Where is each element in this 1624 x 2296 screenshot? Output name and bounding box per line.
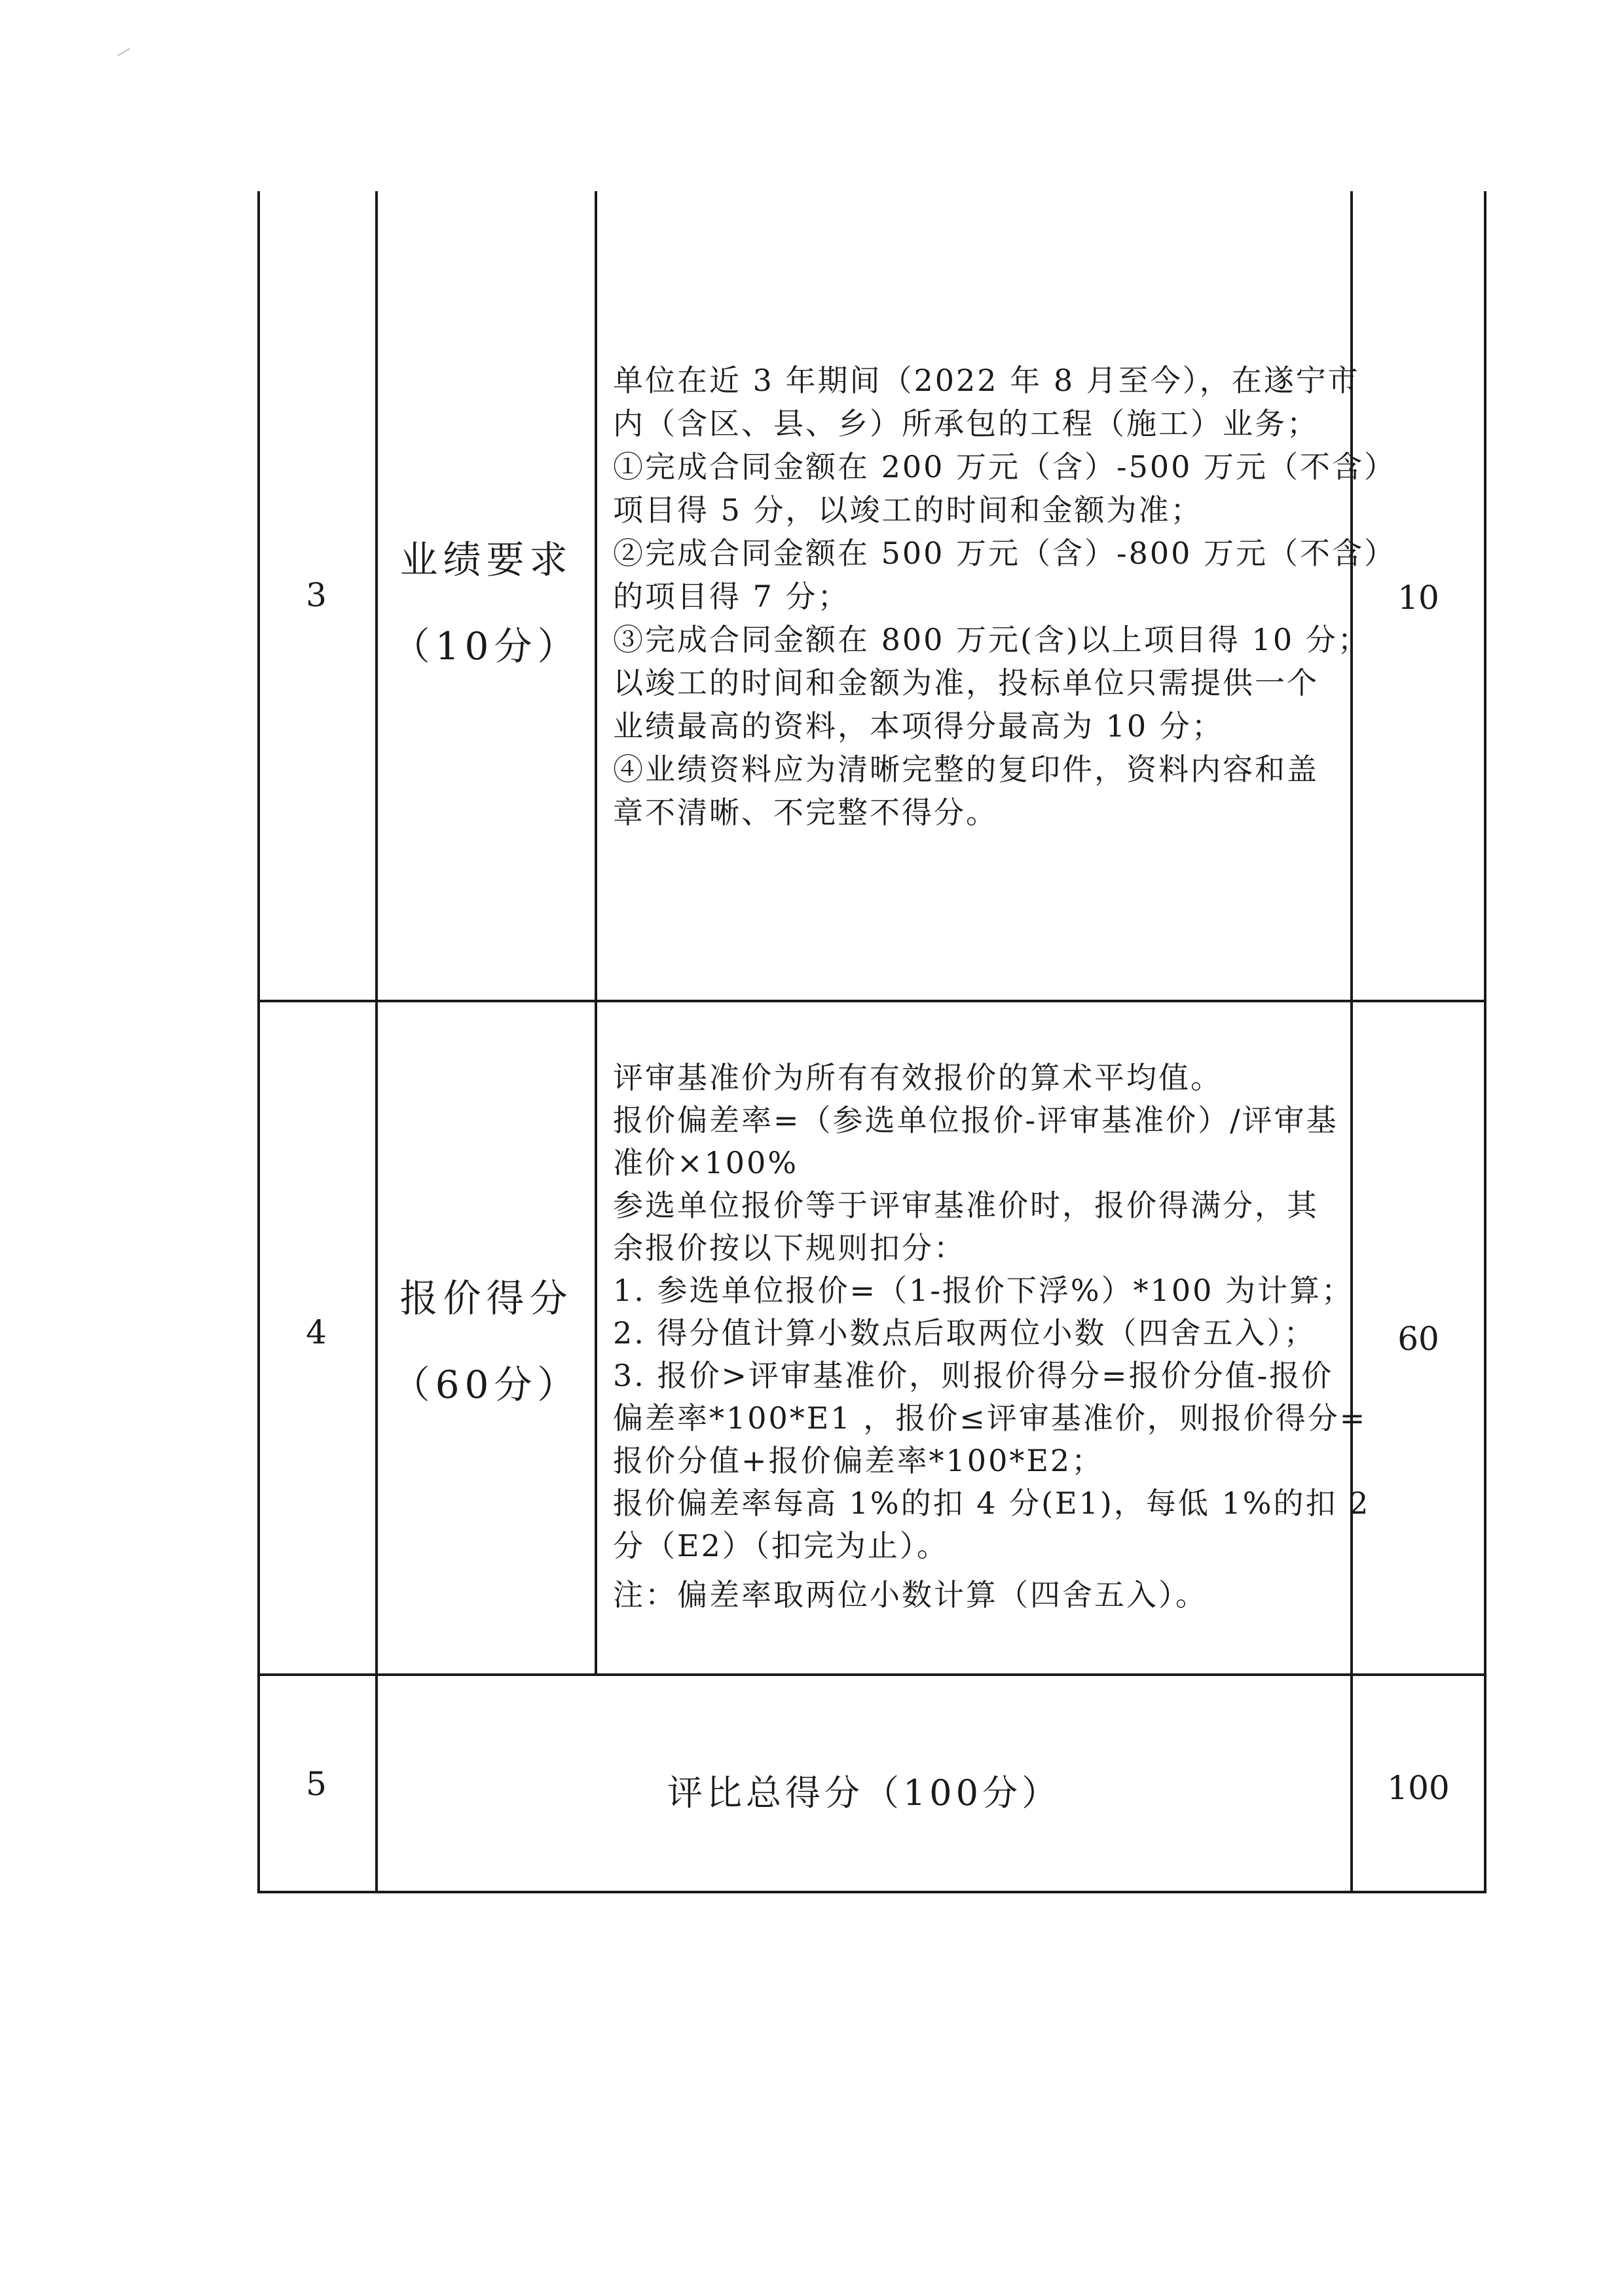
row-score: 10 <box>1397 579 1439 617</box>
row-category-points: （10分） <box>392 624 581 668</box>
criteria-line: 1. 参选单位报价=（1-报价下浮%）*100 为计算； <box>613 1273 1354 1308</box>
criteria-line: 偏差率*100*E1 ，报价≤评审基准价，则报价得分= <box>613 1400 1367 1436</box>
row-category: 报价得分 <box>399 1276 573 1321</box>
criteria-line: ③完成合同金额在 800 万元(含)以上项目得 10 分； <box>613 622 1370 657</box>
criteria-line: ②完成合同金额在 500 万元（含）-800 万元（不含） <box>613 536 1397 571</box>
row-criteria <box>613 359 1396 834</box>
total-label: 评比总得分（100分） <box>667 1772 1061 1813</box>
criteria-line: 报价偏差率每高 1%的扣 4 分(E1)，每低 1%的扣 2 <box>613 1485 1371 1521</box>
row-category-points: （60分） <box>392 1362 581 1407</box>
criteria-line: 章不清晰、不完整不得分。 <box>613 795 998 830</box>
table-border-right <box>1484 191 1486 1892</box>
row-category: 业绩要求 <box>399 538 573 582</box>
total-score: 100 <box>1387 1769 1450 1807</box>
criteria-line: 的项目得 7 分； <box>613 579 850 614</box>
criteria-line: 注：偏差率取两位小数计算（四舍五入）。 <box>613 1577 1208 1613</box>
row-index: 5 <box>306 1765 327 1803</box>
criteria-line: 评审基准价为所有有效报价的算术平均值。 <box>613 1060 1223 1095</box>
row-divider-3-4 <box>257 1000 1486 1002</box>
table-divider-index <box>375 191 378 1892</box>
row-divider-4-5 <box>257 1673 1486 1676</box>
criteria-line: ①完成合同金额在 200 万元（含）-500 万元（不含） <box>613 449 1397 484</box>
row-index: 4 <box>306 1313 327 1351</box>
row-index: 3 <box>306 576 327 614</box>
row-criteria <box>613 1057 1370 1616</box>
criteria-line: 2. 得分值计算小数点后取两位小数（四舍五入）； <box>613 1315 1316 1351</box>
criteria-line: 单位在近 3 年期间（2022 年 8 月至今），在遂宁市 <box>613 363 1360 398</box>
criteria-line: 参选单位报价等于评审基准价时，报价得满分，其 <box>613 1188 1319 1223</box>
table-border-bottom <box>257 1891 1486 1893</box>
table-divider-category <box>595 191 597 1673</box>
criteria-line: 内（含区、县、乡）所承包的工程（施工）业务； <box>613 406 1319 441</box>
criteria-line: 报价偏差率=（参选单位报价-评审基准价）/评审基 <box>613 1102 1338 1138</box>
criteria-line: 项目得 5 分，以竣工的时间和金额为准； <box>613 492 1203 528</box>
criteria-line: 分（E2）（扣完为止）。 <box>613 1528 949 1563</box>
criteria-line: 以竣工的时间和金额为准，投标单位只需提供一个 <box>613 665 1319 701</box>
scan-mark <box>117 48 131 57</box>
criteria-line: 3. 报价>评审基准价，则报价得分=报价分值-报价 <box>613 1358 1334 1393</box>
row-score: 60 <box>1397 1320 1439 1358</box>
criteria-line: 余报价按以下规则扣分： <box>613 1230 966 1266</box>
criteria-line: 业绩最高的资料，本项得分最高为 10 分； <box>613 708 1224 744</box>
table-border-left <box>257 191 260 1892</box>
criteria-line: 报价分值+报价偏差率*100*E2； <box>613 1443 1104 1478</box>
criteria-line: ④业绩资料应为清晰完整的复印件，资料内容和盖 <box>613 752 1319 787</box>
criteria-line: 准价×100% <box>613 1145 799 1180</box>
